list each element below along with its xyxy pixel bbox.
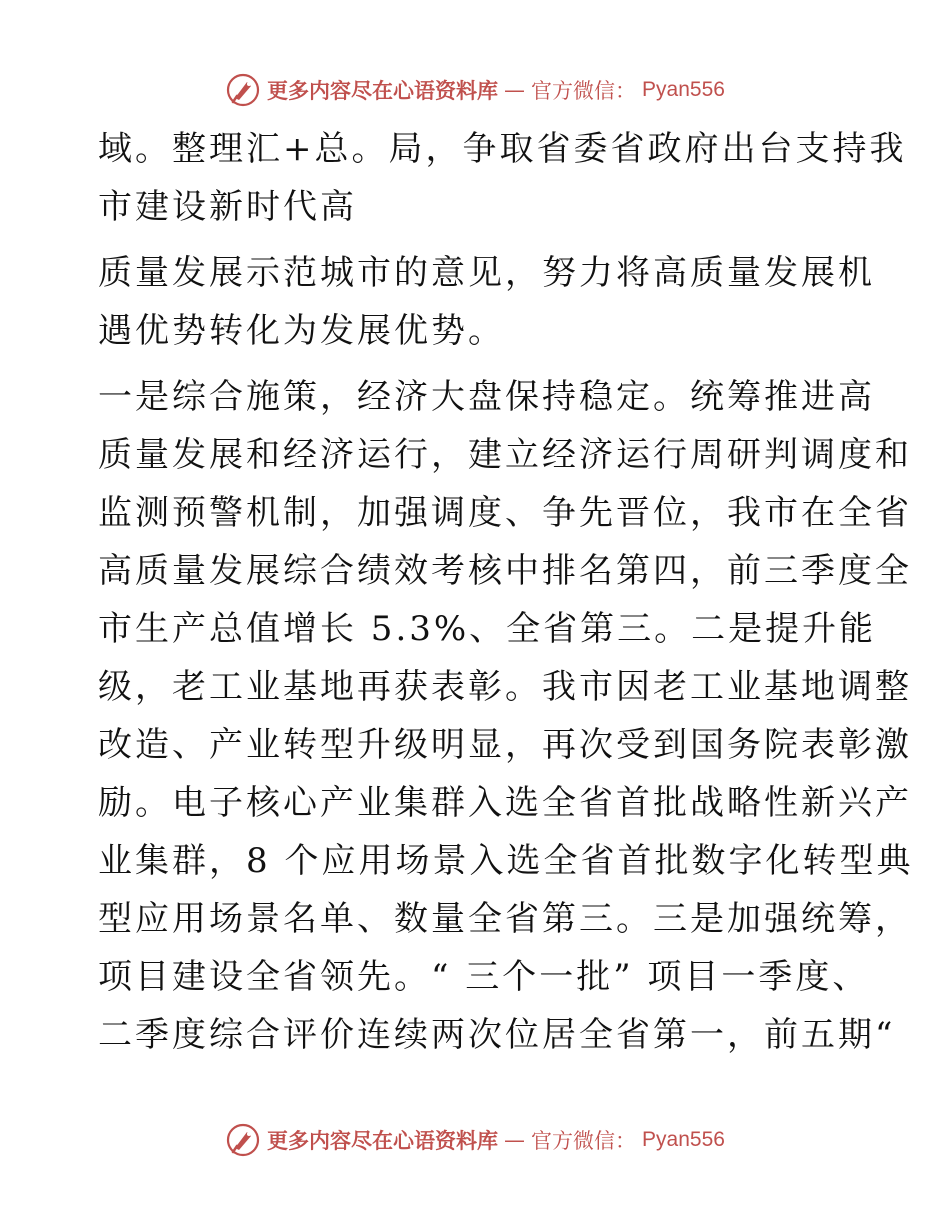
- text-line: 二季度综合评价连续两次位居全省第一，前五期“: [98, 1015, 896, 1055]
- text-line: 一是综合施策，经济大盘保持稳定。统筹推进高: [98, 377, 875, 417]
- pen-nib-logo-icon: [225, 1122, 261, 1158]
- watermark-wechat-label: 官方微信：: [531, 1129, 637, 1153]
- watermark-wechat-id: Pyan556: [642, 1128, 725, 1151]
- watermark-banner: [225, 72, 725, 108]
- paragraph-1: [98, 120, 907, 236]
- text-line: 高质量发展综合绩效考核中排名第四，前三季度全: [98, 551, 912, 591]
- page-footer-watermark: [0, 1120, 950, 1160]
- pen-nib-logo-icon: [225, 72, 261, 108]
- text-line: 项目建设全省领先。“ 三个一批” 项目一季度、: [98, 957, 870, 997]
- document-body: [98, 120, 914, 1064]
- text-line: 监测预警机制，加强调度、争先晋位，我市在全省: [98, 493, 912, 533]
- watermark-dash: —: [504, 1128, 526, 1152]
- text-line: 域。整理汇+总。局，争取省委省政府出台支持我: [98, 129, 907, 169]
- text-line: 遇优势转化为发展优势。: [98, 311, 505, 351]
- text-line: 型应用场景名单、数量全省第三。三是加强统筹，: [98, 899, 912, 939]
- page-header-watermark: [0, 70, 950, 110]
- watermark-site-text: 更多内容尽在心语资料库: [267, 1129, 499, 1153]
- text-line: 市建设新时代高: [98, 187, 357, 227]
- paragraph-2: [98, 244, 875, 360]
- text-line: 质量发展示范城市的意见，努力将高质量发展机: [98, 253, 875, 293]
- text-line: 级，老工业基地再获表彰。我市因老工业基地调整: [98, 667, 912, 707]
- text-line: 励。电子核心产业集群入选全省首批战略性新兴产: [98, 783, 912, 823]
- watermark-dash: —: [504, 78, 526, 102]
- text-line: 业集群，8 个应用场景入选全省首批数字化转型典: [98, 841, 914, 881]
- text-line: 市生产总值增长 5.3%、全省第三。二是提升能: [98, 609, 877, 649]
- text-line: 改造、产业转型升级明显，再次受到国务院表彰激: [98, 725, 912, 765]
- text-line: 质量发展和经济运行，建立经济运行周研判调度和: [98, 435, 912, 475]
- watermark-site-text: 更多内容尽在心语资料库: [267, 79, 499, 103]
- watermark-wechat-id: Pyan556: [642, 78, 725, 101]
- paragraph-3: [98, 368, 914, 1064]
- watermark-banner: [225, 1122, 725, 1158]
- watermark-wechat-label: 官方微信：: [531, 79, 637, 103]
